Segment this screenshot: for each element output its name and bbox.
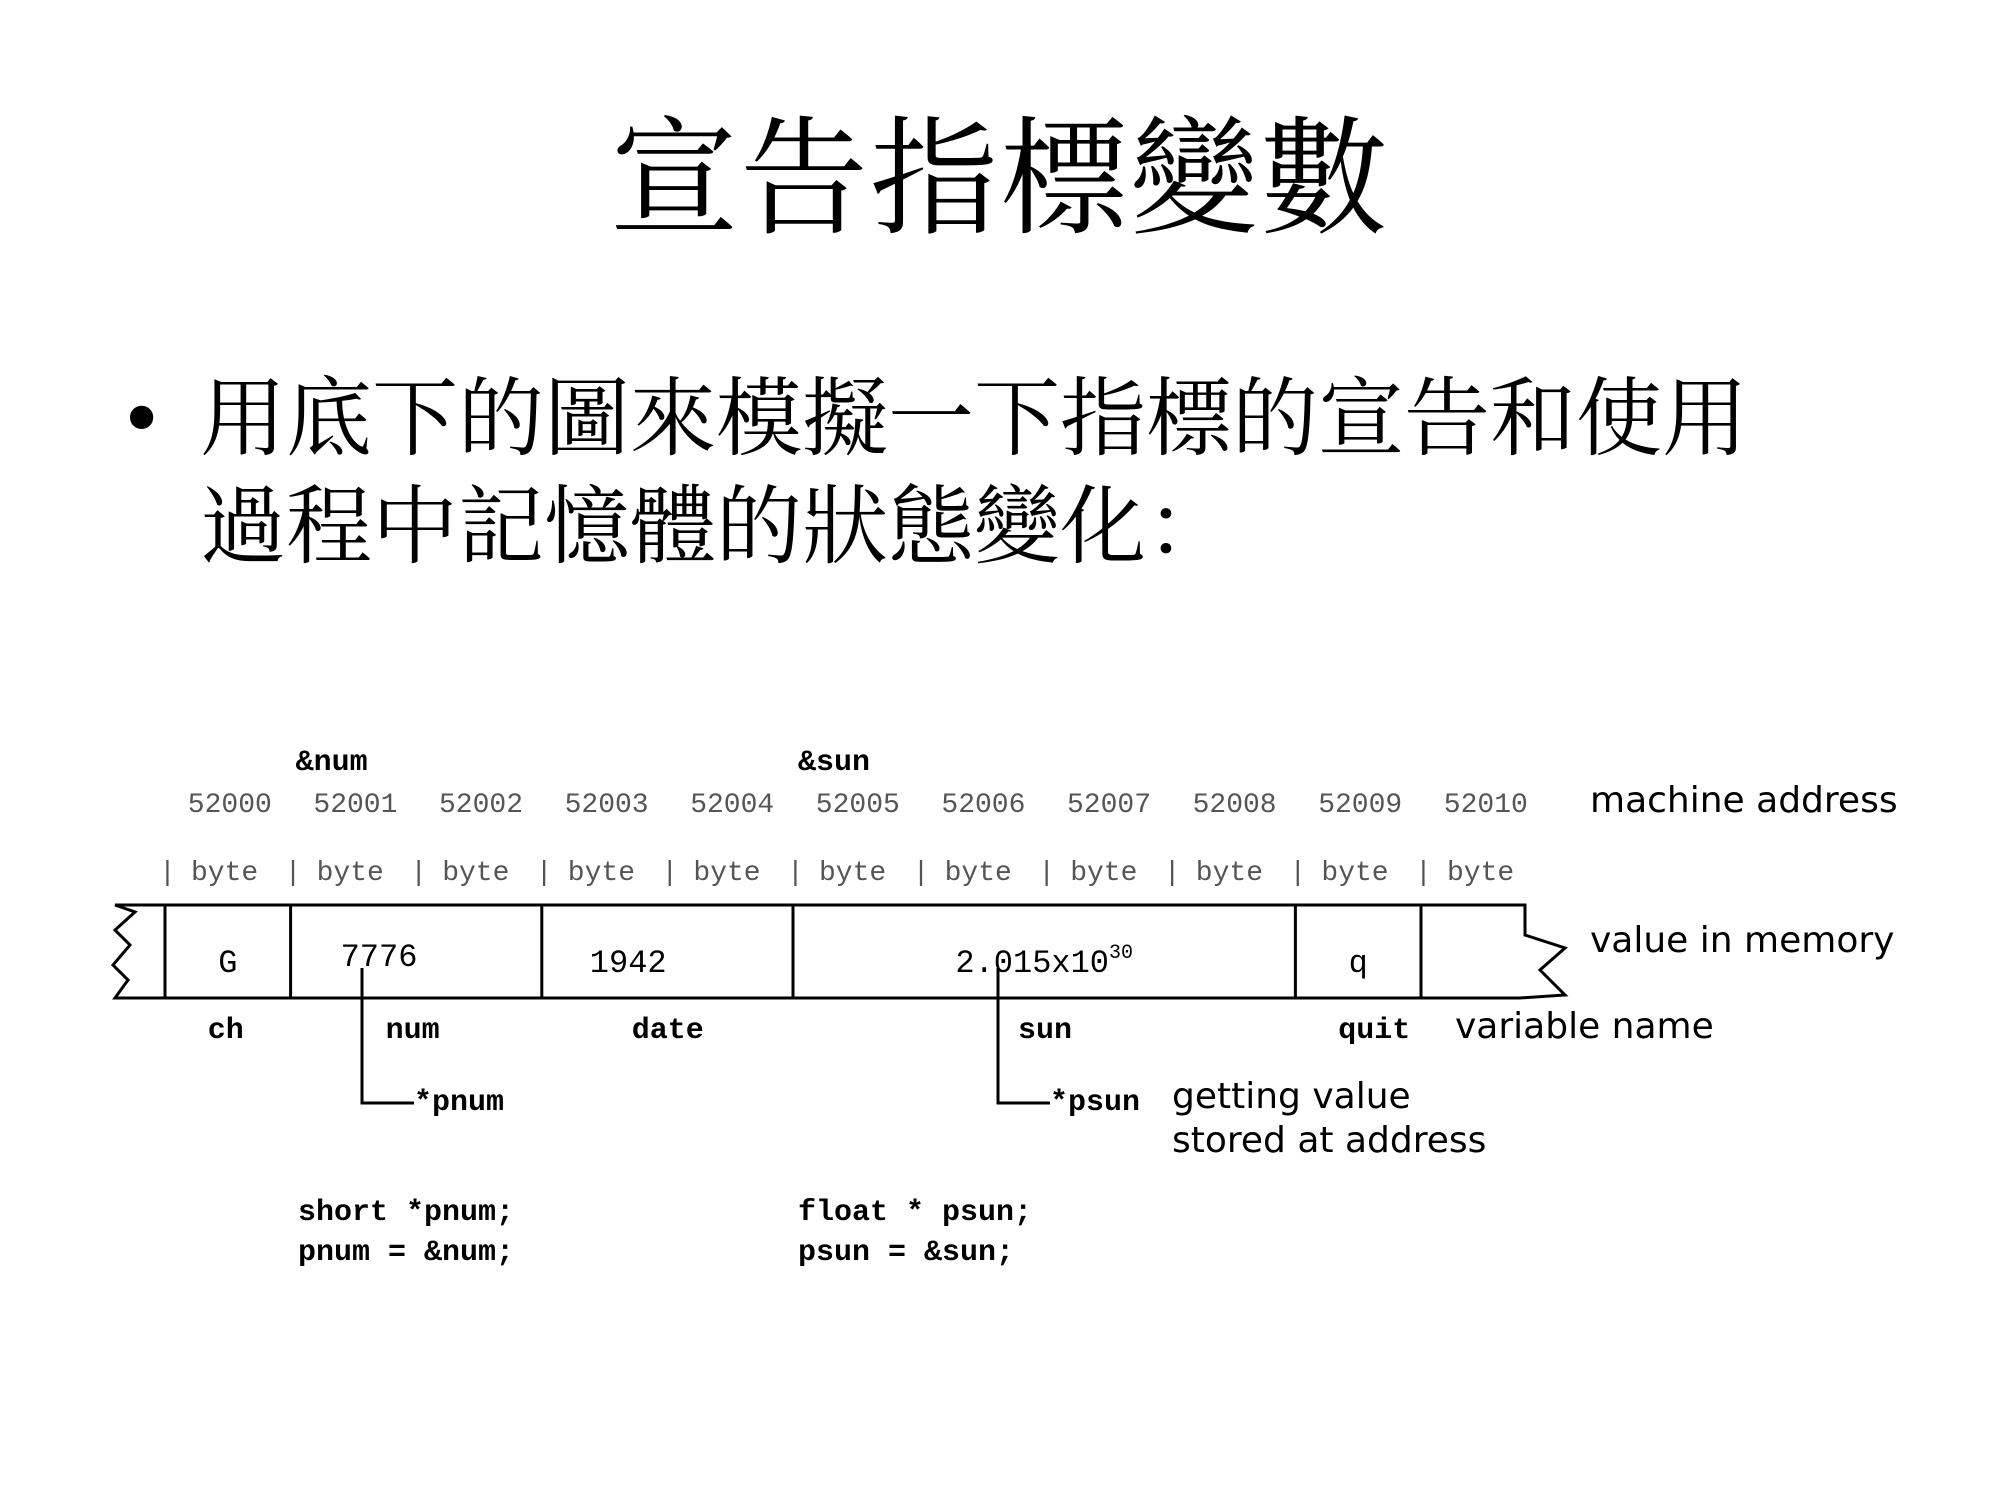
byte-label: byte [944, 858, 1012, 889]
memory-value: G [218, 945, 238, 982]
byte-label: byte [693, 858, 761, 889]
machine-address: 52010 [1443, 790, 1528, 821]
byte-label: byte [1195, 858, 1264, 889]
code-psun-decl: float * psun; [798, 1196, 1033, 1230]
variable-name: ch [207, 1014, 244, 1048]
memory-value: 1942 [589, 945, 667, 982]
variable-name: num [385, 1014, 440, 1048]
code-block-psun [798, 1196, 1032, 1270]
legend-value-in-memory: value in memory [1590, 920, 1895, 961]
machine-address: 52000 [187, 790, 272, 821]
byte-separator: | [535, 858, 553, 889]
byte-label: byte [567, 858, 636, 889]
byte-label: byte [191, 858, 259, 889]
byte-label: byte [1447, 858, 1515, 889]
machine-address: 52007 [1067, 790, 1152, 821]
byte-separator: | [787, 858, 804, 889]
byte-separator: | [1038, 858, 1056, 889]
memory-value: 7776 [340, 939, 418, 976]
code-block-pnum [298, 1196, 514, 1270]
pointer-deref-label: *pnum [414, 1086, 505, 1120]
memory-value: q [1348, 945, 1368, 982]
byte-separator: | [410, 858, 428, 889]
byte-separator: | [284, 858, 302, 889]
machine-address: 52005 [815, 790, 900, 821]
machine-address: 52009 [1318, 790, 1403, 821]
byte-label: byte [316, 858, 384, 889]
variable-name: sun [1018, 1014, 1073, 1048]
byte-label: byte [442, 858, 510, 889]
address-of-label: &sun [798, 746, 871, 780]
machine-address: 52002 [439, 790, 524, 821]
code-pnum-decl: short *pnum; [298, 1196, 515, 1230]
machine-address: 52006 [941, 790, 1026, 821]
byte-separator: | [1163, 858, 1181, 889]
byte-label: byte [819, 858, 887, 889]
byte-separator: | [1289, 858, 1307, 889]
memory-strip [113, 905, 1565, 998]
memory-strip-outline [113, 905, 1565, 998]
machine-address: 52003 [564, 790, 649, 821]
legend-machine-address: machine address [1590, 780, 1898, 821]
slide-title: 宣告指標變數 [609, 105, 1390, 254]
address-of-label: &num [295, 746, 368, 780]
memory-value: $2.015x10^{30}$ [955, 942, 1134, 982]
byte-row [159, 858, 1514, 889]
machine-address: 52008 [1192, 790, 1277, 821]
variable-names [208, 1014, 1410, 1048]
byte-separator: | [159, 858, 176, 889]
machine-address: 52001 [313, 790, 398, 821]
variable-name: date [631, 1014, 704, 1048]
byte-label: byte [1321, 858, 1389, 889]
code-psun-assign: psun = &sun; [798, 1236, 1015, 1270]
bullet-line-2: 過程中記憶體的狀態變化： [200, 477, 1232, 577]
address-of-labels [296, 746, 870, 780]
variable-name: quit [1338, 1014, 1411, 1048]
byte-separator: | [661, 858, 679, 889]
bullet-dot: • [118, 373, 166, 466]
byte-label: byte [1070, 858, 1138, 889]
byte-separator: | [1415, 858, 1432, 889]
machine-addresses [188, 790, 1528, 821]
machine-address: 52004 [690, 790, 775, 821]
code-pnum-assign: pnum = &num; [298, 1236, 515, 1270]
legend-getting-value-1: getting value [1172, 1076, 1411, 1117]
bullet-line-1: 用底下的圖來模擬一下指標的宣告和使用 [200, 369, 1748, 469]
legend-getting-value-2: stored at address [1172, 1120, 1487, 1161]
pointer-deref-label: *psun [1050, 1086, 1141, 1120]
byte-separator: | [912, 858, 930, 889]
legend-variable-name: variable name [1455, 1006, 1714, 1047]
